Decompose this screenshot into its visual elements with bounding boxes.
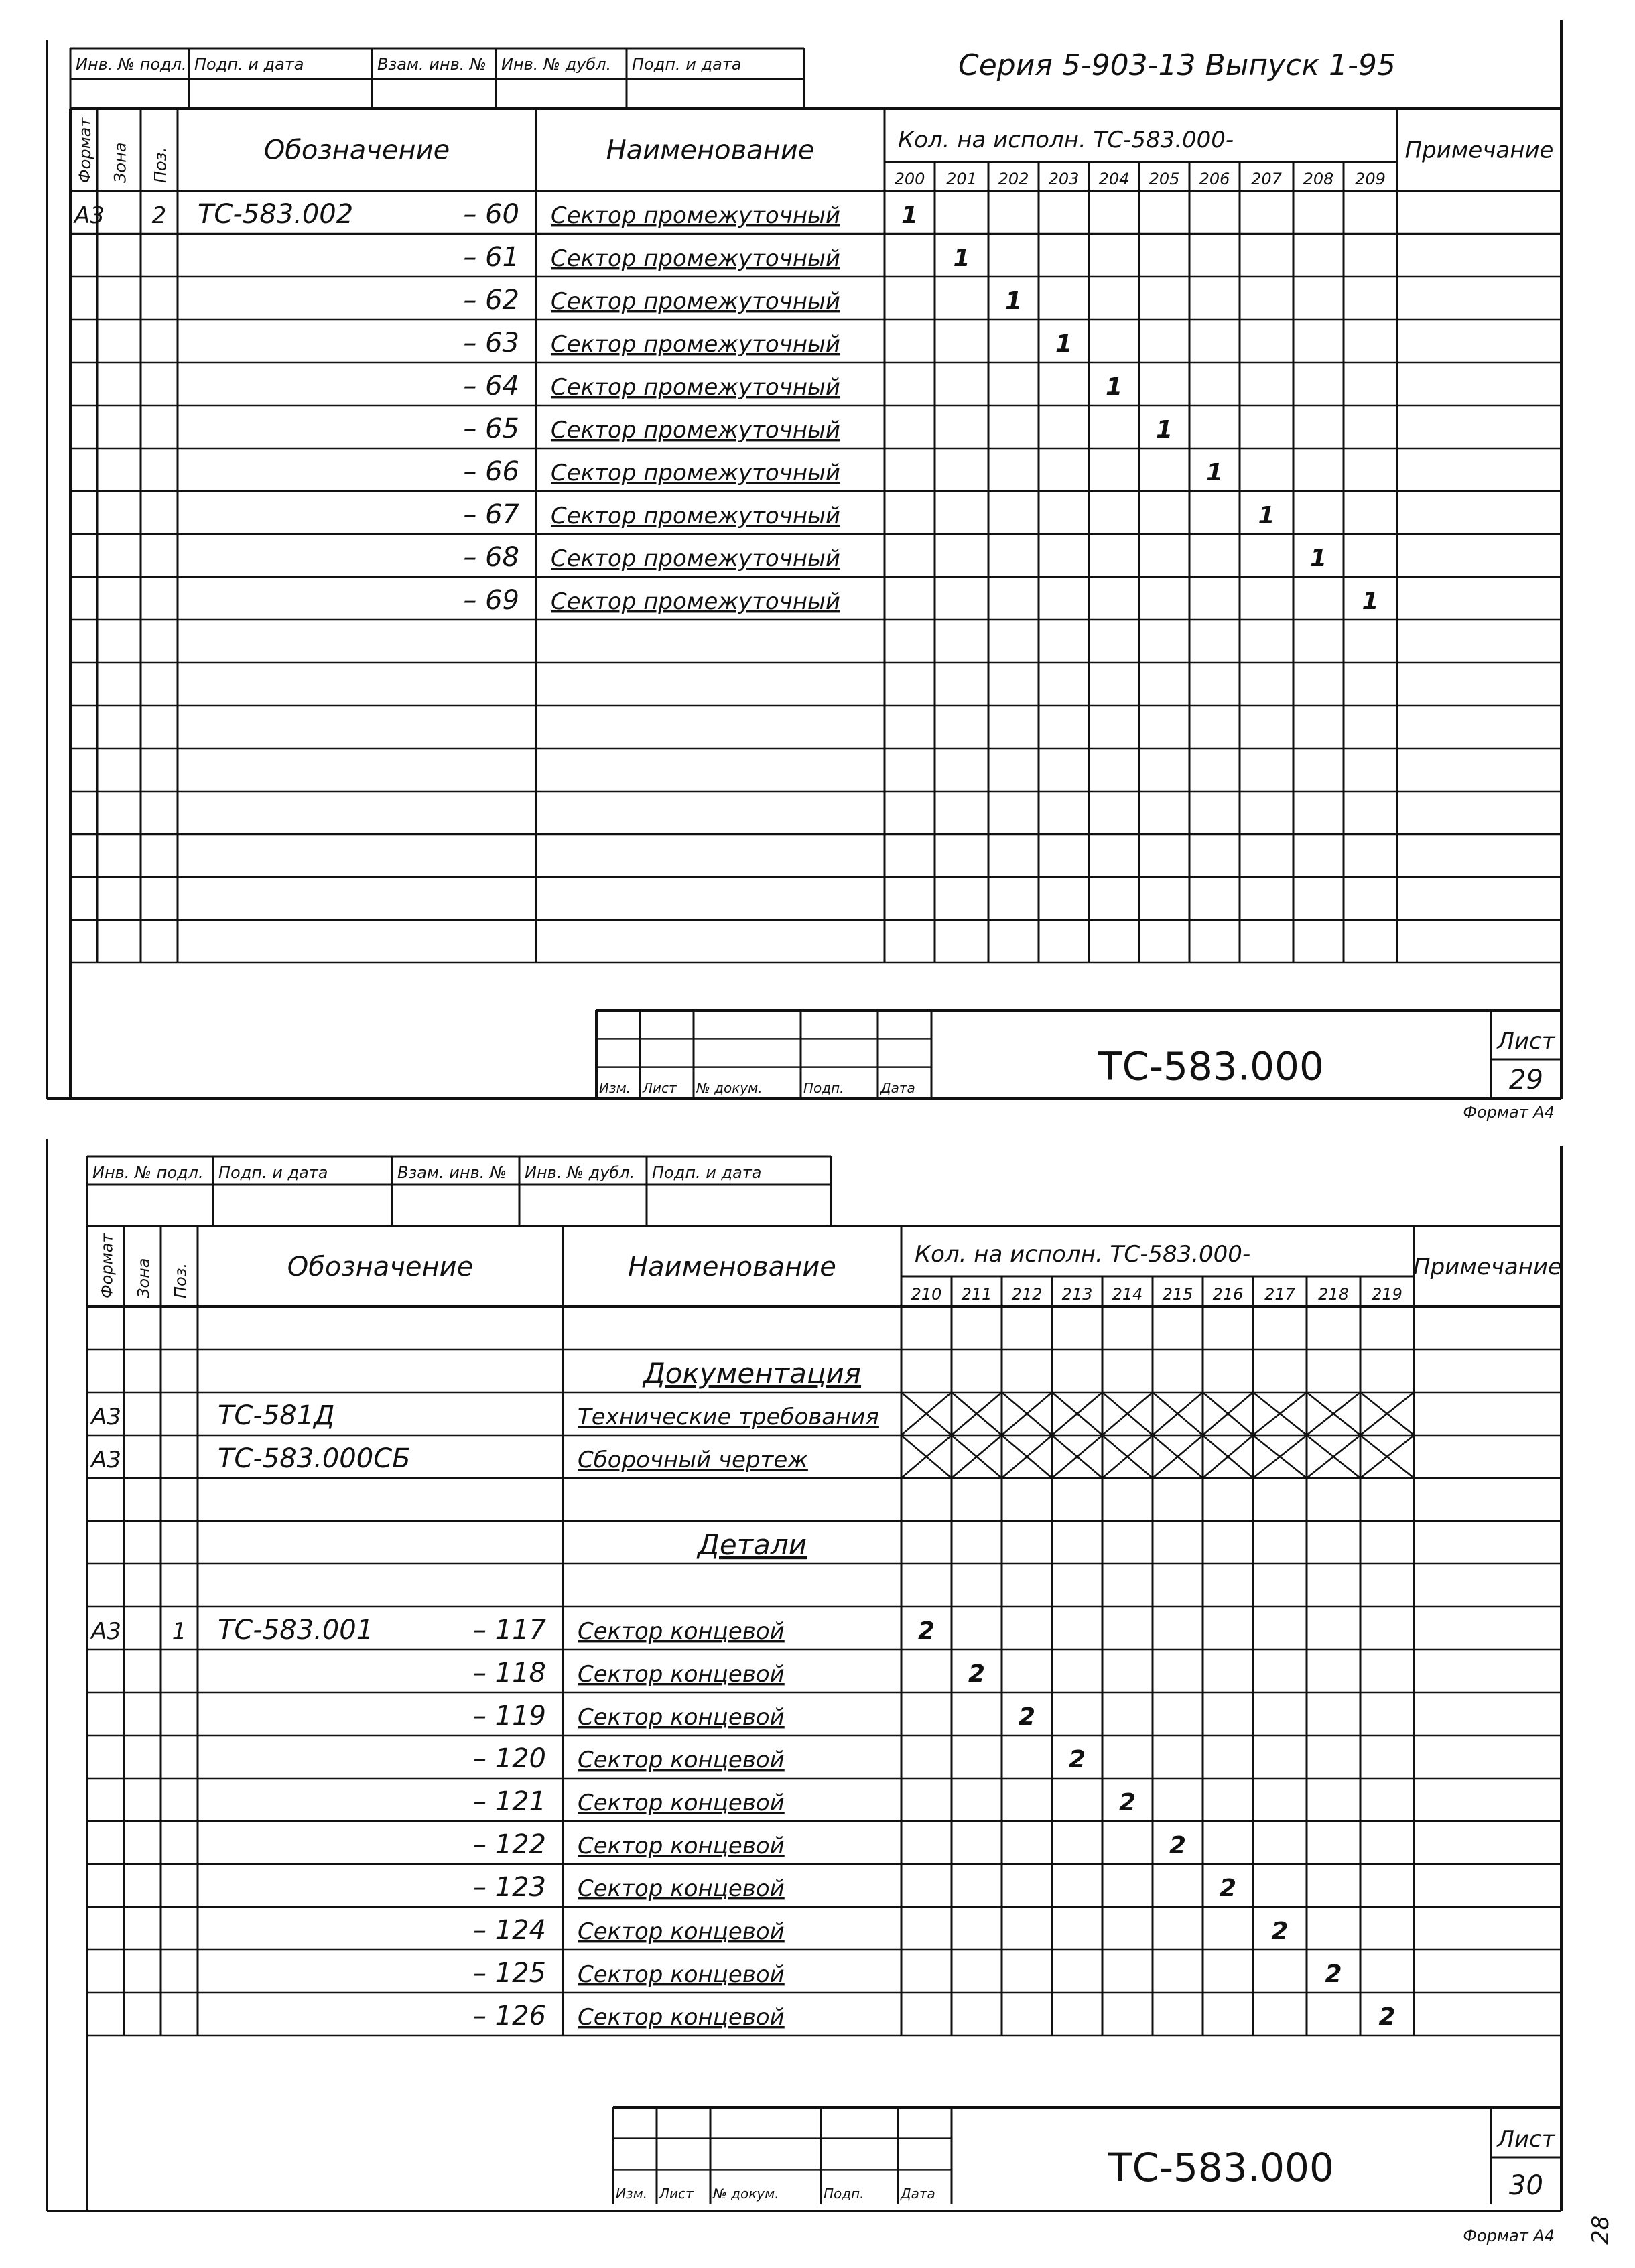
cell-designation-suffix: – 123 [472, 1872, 546, 1903]
stamp-column-label: Дата [901, 2186, 935, 2202]
cell-name: Сектор концевой [578, 1875, 785, 1902]
header-vertical: Формат [97, 1233, 117, 1298]
stamp-sheet-label: Лист [1497, 1028, 1555, 1055]
cell-quantity: 2 [1068, 1746, 1086, 1774]
stamp-document-code: ТС-583.000 [1098, 1043, 1324, 1089]
header-name: Наименование [628, 1252, 836, 1282]
cell-quantity: 1 [1055, 330, 1073, 358]
cell-designation-suffix: – 120 [472, 1743, 546, 1774]
variant-number: 207 [1251, 170, 1282, 188]
series-header: Серия 5-903-13 Выпуск 1-95 [958, 48, 1396, 82]
cell-designation-suffix: – 118 [472, 1658, 546, 1688]
stamp-sheet-label: Лист [1497, 2126, 1555, 2153]
cell-name: Сборочный чертеж [578, 1447, 808, 1473]
cell-designation: ТС-583.000СБ [218, 1443, 411, 1474]
cell-designation-suffix: – 122 [472, 1829, 546, 1860]
stamp-column-label: Дата [880, 1080, 915, 1096]
cell-designation-suffix: – 68 [463, 542, 519, 573]
header-name: Наименование [606, 135, 815, 166]
cell-quantity: 2 [1219, 1875, 1237, 1902]
stamp-column-label: Лист [643, 1080, 677, 1096]
cell-name: Сектор концевой [578, 1961, 785, 1988]
variant-number: 210 [911, 1285, 942, 1304]
cell-name: Сектор концевой [578, 1704, 785, 1731]
section-title: Детали [698, 1528, 807, 1561]
header-note: Примечание [1413, 1254, 1562, 1280]
cell-designation-suffix: – 119 [472, 1700, 546, 1731]
archive-label: Подп. и дата [652, 1163, 762, 1182]
variant-number: 218 [1318, 1285, 1349, 1304]
variant-number: 214 [1112, 1285, 1143, 1304]
stamp-sheet-number: 29 [1509, 1065, 1543, 1095]
cell-position: 1 [172, 1618, 187, 1645]
header-vertical: Зона [111, 142, 130, 183]
cell-format: А3 [91, 1404, 121, 1430]
header-designation: Обозначение [287, 1252, 474, 1282]
cell-quantity: 1 [901, 202, 919, 229]
cell-quantity: 2 [1018, 1703, 1036, 1731]
variant-number: 215 [1162, 1285, 1193, 1304]
cell-quantity: 2 [1325, 1960, 1342, 1988]
stamp-column-label: № докум. [713, 2186, 779, 2202]
cell-designation-suffix: – 124 [472, 1915, 546, 1946]
cell-designation: ТС-583.001 [218, 1615, 374, 1646]
stamp-document-code: ТС-583.000 [1108, 2145, 1334, 2190]
cell-name: Сектор промежуточный [551, 417, 840, 444]
cell-name: Сектор промежуточный [551, 288, 840, 315]
cell-name: Сектор промежуточный [551, 331, 840, 358]
cell-designation-suffix: – 63 [463, 328, 519, 358]
stamp-column-label: Изм. [599, 1080, 631, 1096]
cell-quantity: 1 [1362, 588, 1379, 615]
variant-number: 201 [946, 170, 977, 188]
variant-number: 204 [1098, 170, 1130, 188]
cell-name: Сектор промежуточный [551, 545, 840, 572]
variant-number: 205 [1149, 170, 1180, 188]
cell-name: Сектор концевой [578, 1661, 785, 1688]
cell-quantity: 2 [1271, 1918, 1289, 1945]
archive-label: Инв. № дубл. [501, 55, 612, 74]
archive-label: Инв. № подл. [92, 1163, 204, 1182]
cell-designation-suffix: – 66 [463, 456, 519, 487]
cell-name: Сектор концевой [578, 2004, 785, 2031]
stamp-sheet-number: 30 [1509, 2170, 1543, 2201]
cell-format: А3 [91, 1447, 121, 1473]
stamp-column-label: Подп. [824, 2186, 864, 2202]
cell-designation-suffix: – 64 [463, 371, 519, 401]
header-vertical: Поз. [151, 147, 170, 183]
variant-number: 212 [1011, 1285, 1043, 1304]
cell-quantity: 1 [953, 245, 970, 272]
sheet-30 [47, 1139, 1562, 2245]
header-vertical: Формат [76, 117, 94, 183]
archive-label: Инв. № дубл. [525, 1163, 635, 1182]
cell-designation: ТС-583.002 [198, 199, 354, 230]
cell-quantity: 1 [1205, 459, 1224, 486]
side-page-number: 28 [1587, 2215, 1614, 2245]
cell-quantity: 1 [1155, 416, 1173, 444]
cell-name: Сектор концевой [578, 1618, 785, 1645]
cell-designation-suffix: – 61 [463, 242, 519, 273]
variant-number: 206 [1199, 170, 1230, 188]
cell-quantity: 2 [1118, 1789, 1136, 1816]
format-note: Формат А4 [1463, 1103, 1555, 1122]
cell-designation-suffix: – 117 [472, 1615, 546, 1646]
cell-format: А3 [91, 1618, 121, 1645]
cell-format: А3 [74, 202, 105, 229]
cell-designation-suffix: – 62 [463, 285, 519, 316]
cell-name: Технические требования [578, 1404, 879, 1430]
cell-designation-suffix: – 65 [463, 413, 519, 444]
variant-number: 217 [1264, 1285, 1295, 1304]
variant-number: 200 [894, 170, 925, 188]
cell-name: Сектор концевой [578, 1790, 785, 1816]
stamp-column-label: Изм. [616, 2186, 648, 2202]
variant-number: 209 [1355, 170, 1386, 188]
cell-quantity: 2 [968, 1660, 986, 1688]
cell-designation: ТС-581Д [218, 1400, 335, 1431]
archive-label: Подп. и дата [194, 55, 304, 74]
archive-label: Взам. инв. № [377, 55, 486, 74]
cell-designation-suffix: – 121 [472, 1786, 546, 1817]
cell-name: Сектор концевой [578, 1832, 785, 1859]
stamp-column-label: Лист [659, 2186, 694, 2202]
cell-designation-suffix: – 60 [463, 199, 519, 230]
archive-label: Подп. и дата [218, 1163, 328, 1182]
header-qty: Кол. на исполн. ТС-583.000- [915, 1241, 1251, 1268]
cell-name: Сектор промежуточный [551, 503, 840, 529]
variant-number: 203 [1048, 170, 1080, 188]
cell-position: 2 [151, 202, 167, 229]
cell-quantity: 1 [1004, 287, 1023, 315]
cell-name: Сектор промежуточный [551, 202, 840, 229]
header-vertical: Зона [134, 1258, 153, 1298]
cell-quantity: 2 [917, 1617, 935, 1645]
format-note: Формат А4 [1463, 2226, 1555, 2245]
variant-number: 213 [1061, 1285, 1093, 1304]
variant-number: 219 [1372, 1285, 1402, 1304]
cell-quantity: 1 [1105, 373, 1123, 401]
cell-name: Сектор промежуточный [551, 374, 840, 401]
header-designation: Обозначение [263, 135, 450, 166]
cell-name: Сектор концевой [578, 1918, 785, 1945]
cell-name: Сектор промежуточный [551, 588, 840, 615]
sheet-29 [47, 20, 1561, 1122]
section-title: Документация [643, 1357, 862, 1390]
cell-quantity: 1 [1258, 502, 1275, 529]
variant-number: 211 [961, 1285, 992, 1304]
cell-designation-suffix: – 126 [472, 2001, 546, 2031]
variant-number: 208 [1303, 170, 1334, 188]
archive-label: Взам. инв. № [397, 1163, 507, 1182]
variant-number: 202 [998, 170, 1029, 188]
variant-number: 216 [1212, 1285, 1244, 1304]
cell-designation-suffix: – 67 [463, 499, 519, 530]
header-note: Примечание [1404, 137, 1554, 164]
cell-quantity: 2 [1169, 1832, 1187, 1859]
cell-designation-suffix: – 125 [472, 1958, 546, 1989]
archive-label: Инв. № подл. [76, 55, 187, 74]
cell-designation-suffix: – 69 [463, 585, 519, 616]
stamp-column-label: Подп. [803, 1080, 844, 1096]
cell-name: Сектор промежуточный [551, 460, 840, 486]
cell-name: Сектор концевой [578, 1747, 785, 1774]
archive-label: Подп. и дата [632, 55, 742, 74]
cell-quantity: 2 [1378, 2003, 1396, 2031]
cell-name: Сектор промежуточный [551, 245, 840, 272]
stamp-column-label: № докум. [696, 1080, 763, 1096]
header-qty: Кол. на исполн. ТС-583.000- [898, 127, 1234, 153]
cell-quantity: 1 [1309, 545, 1327, 572]
header-vertical: Поз. [171, 1262, 190, 1298]
